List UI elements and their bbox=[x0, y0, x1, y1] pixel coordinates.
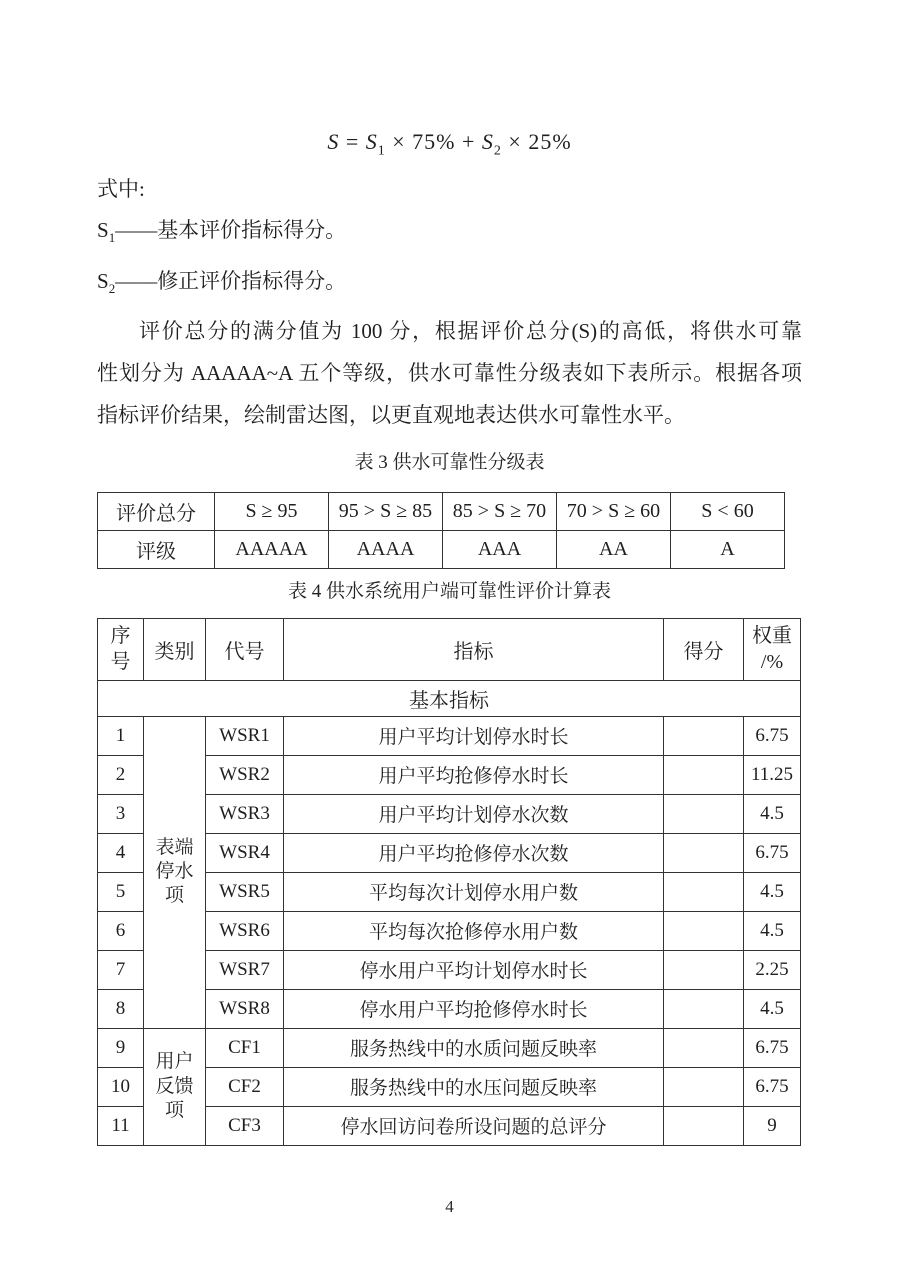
cell-no: 7 bbox=[98, 950, 144, 989]
cell-code: CF3 bbox=[206, 1106, 284, 1145]
cell-no: 11 bbox=[98, 1106, 144, 1145]
table-row bbox=[98, 530, 785, 568]
cell-code: WSR6 bbox=[206, 911, 284, 950]
formula-s1: S bbox=[365, 129, 378, 154]
header-cell-weight bbox=[744, 618, 801, 680]
table3-caption: 表 3 供水可靠性分级表 bbox=[354, 451, 545, 473]
table-cell: 70 > S ≥ 60 bbox=[557, 492, 671, 530]
cell-indicator: 平均每次抢修停水用户数 bbox=[284, 911, 664, 950]
formula-term1-rest: × 75% + bbox=[385, 129, 482, 154]
cell-weight: 2.25 bbox=[744, 950, 801, 989]
body-paragraph bbox=[97, 310, 802, 436]
definition-s2 bbox=[97, 260, 802, 310]
formula-equals: = bbox=[339, 129, 366, 154]
table-row bbox=[98, 716, 801, 755]
table-cell: 85 > S ≥ 70 bbox=[443, 492, 557, 530]
score-formula bbox=[97, 126, 802, 167]
header-cell-category: 类别 bbox=[144, 618, 206, 680]
paragraph-line: 性划分为 AAAAA~A 五个等级，供水可靠性分级表如下表所示。根据各项 bbox=[97, 360, 802, 385]
table-cell: A bbox=[671, 530, 785, 568]
table-cell: S < 60 bbox=[671, 492, 785, 530]
header-weight-label: 权重 bbox=[752, 625, 792, 648]
cell-no: 6 bbox=[98, 911, 144, 950]
cell-indicator: 停水回访问卷所设问题的总评分 bbox=[284, 1106, 664, 1145]
cell-score bbox=[664, 989, 744, 1028]
formula-s1-subscript: 1 bbox=[377, 143, 386, 159]
definition-s2-subscript: 2 bbox=[108, 280, 116, 296]
cell-code: WSR7 bbox=[206, 950, 284, 989]
header-weight-unit: /% bbox=[760, 651, 784, 674]
cell-code: WSR2 bbox=[206, 755, 284, 794]
cell-no: 3 bbox=[98, 794, 144, 833]
cell-indicator: 服务热线中的水质问题反映率 bbox=[284, 1028, 664, 1067]
table-cell: AA bbox=[557, 530, 671, 568]
page-number: 4 bbox=[445, 1196, 454, 1216]
cell-score bbox=[664, 833, 744, 872]
header-cell-code: 代号 bbox=[206, 618, 284, 680]
cell-code: CF2 bbox=[206, 1067, 284, 1106]
cell-score bbox=[664, 872, 744, 911]
formula-where-label: 式中: bbox=[97, 177, 145, 202]
definition-s1-symbol: S bbox=[97, 218, 109, 243]
cell-indicator: 服务热线中的水压问题反映率 bbox=[284, 1067, 664, 1106]
definition-s2-text: ——修正评价指标得分。 bbox=[115, 268, 347, 293]
table-cell: S ≥ 95 bbox=[215, 492, 329, 530]
cell-weight: 6.75 bbox=[744, 1067, 801, 1106]
cell-no: 1 bbox=[98, 716, 144, 755]
cell-score bbox=[664, 794, 744, 833]
cell-code: WSR4 bbox=[206, 833, 284, 872]
cell-indicator: 用户平均抢修停水时长 bbox=[284, 755, 664, 794]
formula-s2-subscript: 2 bbox=[493, 143, 502, 159]
cell-score bbox=[664, 755, 744, 794]
definition-s1-text: ——基本评价指标得分。 bbox=[115, 218, 347, 243]
cell-score bbox=[664, 950, 744, 989]
reliability-calculation-table bbox=[97, 618, 801, 1146]
table-cell: 95 > S ≥ 85 bbox=[329, 492, 443, 530]
page-content bbox=[97, 126, 802, 1220]
reliability-grading-table bbox=[97, 492, 785, 569]
table-header-row bbox=[98, 618, 801, 680]
cell-no: 8 bbox=[98, 989, 144, 1028]
table4-caption: 表 4 供水系统用户端可靠性评价计算表 bbox=[287, 580, 611, 602]
cell-weight: 4.5 bbox=[744, 872, 801, 911]
category-label: 用户反馈项 bbox=[155, 1051, 194, 1121]
cell-score bbox=[664, 716, 744, 755]
header-cell-no bbox=[98, 618, 144, 680]
cell-weight: 6.75 bbox=[744, 833, 801, 872]
cell-weight: 4.5 bbox=[744, 911, 801, 950]
table-cell: AAAA bbox=[329, 530, 443, 568]
cell-no: 4 bbox=[98, 833, 144, 872]
cell-weight: 4.5 bbox=[744, 989, 801, 1028]
table-row bbox=[98, 492, 785, 530]
definition-s1-subscript: 1 bbox=[108, 230, 116, 246]
category-cell-meter-outage bbox=[144, 716, 206, 1028]
table-cell: AAAAA bbox=[215, 530, 329, 568]
cell-weight: 6.75 bbox=[744, 716, 801, 755]
formula-s2: S bbox=[481, 129, 494, 154]
cell-code: WSR5 bbox=[206, 872, 284, 911]
cell-score bbox=[664, 1067, 744, 1106]
definition-s1 bbox=[97, 209, 802, 259]
cell-indicator: 平均每次计划停水用户数 bbox=[284, 872, 664, 911]
cell-no: 9 bbox=[98, 1028, 144, 1067]
paragraph-line: 指标评价结果，绘制雷达图，以更直观地表达供水可靠性水平。 bbox=[97, 402, 685, 427]
category-cell-user-feedback bbox=[144, 1028, 206, 1145]
category-label: 表端停水项 bbox=[155, 836, 194, 907]
cell-score bbox=[664, 911, 744, 950]
cell-no: 2 bbox=[98, 755, 144, 794]
header-cell-score: 得分 bbox=[664, 618, 744, 680]
section-label: 基本指标 bbox=[98, 680, 801, 716]
table-cell: AAA bbox=[443, 530, 557, 568]
cell-code: WSR1 bbox=[206, 716, 284, 755]
cell-code: WSR3 bbox=[206, 794, 284, 833]
cell-no: 10 bbox=[98, 1067, 144, 1106]
cell-indicator: 用户平均计划停水次数 bbox=[284, 794, 664, 833]
cell-score bbox=[664, 1028, 744, 1067]
section-row-basic-indicators bbox=[98, 680, 801, 716]
paragraph-line: 评价总分的满分值为 100 分，根据评价总分(S)的高低，将供水可靠 bbox=[139, 318, 802, 343]
definition-s2-symbol: S bbox=[97, 268, 109, 293]
cell-weight: 11.25 bbox=[744, 755, 801, 794]
cell-weight: 9 bbox=[744, 1106, 801, 1145]
formula-lhs: S bbox=[327, 129, 340, 154]
cell-no: 5 bbox=[98, 872, 144, 911]
table-cell: 评级 bbox=[98, 530, 215, 568]
cell-indicator: 用户平均抢修停水次数 bbox=[284, 833, 664, 872]
cell-indicator: 用户平均计划停水时长 bbox=[284, 716, 664, 755]
header-cell-indicator: 指标 bbox=[284, 618, 664, 680]
table-cell: 评价总分 bbox=[98, 492, 215, 530]
cell-code: CF1 bbox=[206, 1028, 284, 1067]
formula-term2-rest: × 25% bbox=[501, 129, 572, 154]
cell-score bbox=[664, 1106, 744, 1145]
table-row bbox=[98, 1028, 801, 1067]
cell-code: WSR8 bbox=[206, 989, 284, 1028]
cell-weight: 4.5 bbox=[744, 794, 801, 833]
cell-weight: 6.75 bbox=[744, 1028, 801, 1067]
cell-indicator: 停水用户平均计划停水时长 bbox=[284, 950, 664, 989]
cell-indicator: 停水用户平均抢修停水时长 bbox=[284, 989, 664, 1028]
header-no-label: 序号 bbox=[110, 625, 131, 674]
